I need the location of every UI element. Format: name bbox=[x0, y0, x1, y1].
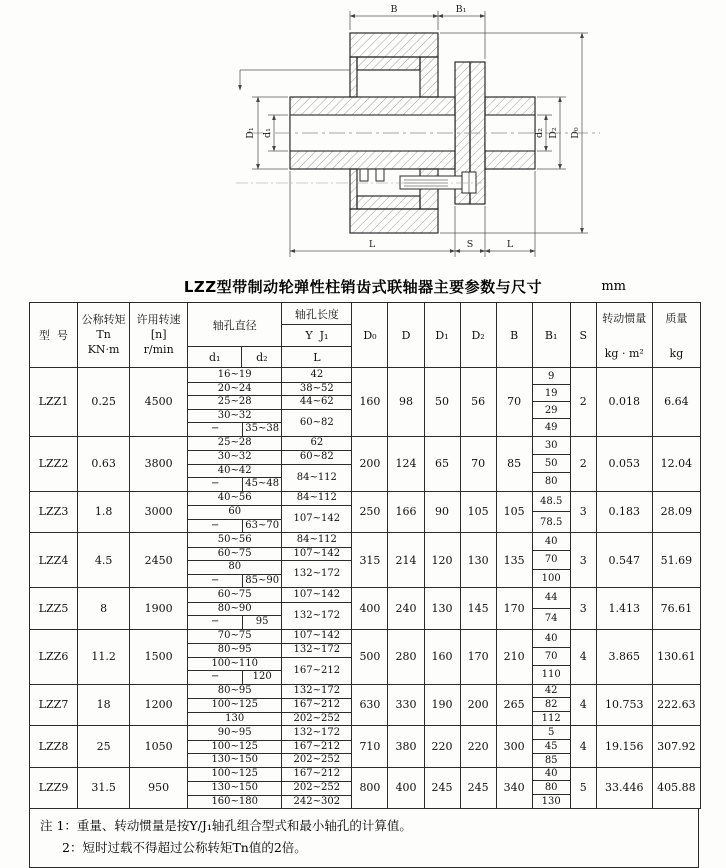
table-row bbox=[30, 533, 701, 588]
b1-stack bbox=[533, 768, 570, 809]
bore-range: 80 bbox=[188, 560, 281, 574]
length-range: 167~212 bbox=[281, 698, 351, 712]
parameters-table bbox=[29, 302, 701, 809]
length-range: 167~212 bbox=[281, 740, 351, 754]
table-row bbox=[30, 684, 701, 726]
cell-speed: 4500 bbox=[130, 368, 188, 437]
cell-D: 98 bbox=[388, 368, 424, 437]
bore-range: 80~95 bbox=[188, 643, 281, 657]
bore-range: 100~125 bbox=[188, 740, 281, 754]
bore-grid bbox=[188, 492, 351, 533]
cell-torque: 18 bbox=[78, 684, 130, 726]
cell-D: 380 bbox=[388, 726, 424, 768]
notes-box bbox=[29, 809, 699, 868]
length-range: 202~252 bbox=[281, 712, 351, 726]
cell-S: 4 bbox=[570, 684, 596, 726]
cell-D: 240 bbox=[388, 588, 424, 630]
b1-value: 40 bbox=[544, 768, 558, 780]
header-torque-unit: KN·m bbox=[87, 342, 120, 356]
cell-S: 5 bbox=[570, 767, 596, 809]
cell-bore-block bbox=[188, 684, 352, 726]
cell-D2: 56 bbox=[460, 368, 496, 437]
bore-range: 100~125 bbox=[188, 698, 281, 712]
cell-D: 330 bbox=[388, 684, 424, 726]
dim-label-D2: D₂ bbox=[548, 127, 559, 139]
cell-torque: 8 bbox=[78, 588, 130, 630]
brake-wheel-top-rim bbox=[350, 33, 438, 57]
bore-range: 100~110 bbox=[188, 657, 281, 671]
cell-D2: 245 bbox=[460, 767, 496, 809]
cell-B1 bbox=[532, 629, 570, 684]
table-row bbox=[30, 767, 701, 809]
header-S: S bbox=[570, 303, 596, 368]
drawing-svg bbox=[0, 0, 726, 272]
cell-torque: 31.5 bbox=[78, 767, 130, 809]
cell-B: 105 bbox=[496, 491, 532, 533]
pin bbox=[360, 169, 368, 181]
header-inertia-cn: 转动惯量 bbox=[602, 312, 647, 325]
cell-D0: 710 bbox=[352, 726, 388, 768]
cell-B: 70 bbox=[496, 368, 532, 437]
header-bore-diameter: 轴孔直径 bbox=[188, 303, 282, 347]
b1-value: 40 bbox=[544, 536, 558, 548]
bore-range: 25~28 bbox=[188, 395, 281, 409]
cell-B1 bbox=[532, 726, 570, 768]
cell-torque: 25 bbox=[78, 726, 130, 768]
cell-inertia: 0.053 bbox=[596, 436, 652, 491]
header-bore-length: 轴孔长度 bbox=[282, 303, 352, 325]
b1-value: 29 bbox=[533, 401, 570, 418]
bore-range: 40~42 bbox=[188, 464, 281, 478]
cell-model: LZZ1 bbox=[30, 368, 78, 437]
dim-label-d1: d₁ bbox=[262, 128, 273, 138]
b1-value: 30 bbox=[544, 439, 558, 451]
cell-torque: 0.25 bbox=[78, 368, 130, 437]
cell-D0: 200 bbox=[352, 436, 388, 491]
title-row bbox=[0, 272, 726, 302]
b1-stack bbox=[533, 726, 570, 767]
cell-D2: 105 bbox=[460, 491, 496, 533]
cell-bore-block bbox=[188, 491, 352, 533]
note-line: 2：短时过载不得超过公称转矩Tn值的2倍。 bbox=[62, 839, 307, 855]
note-line: 注 1：重量、转动惯量是按Y/J₁轴孔组合型式和最小轴孔的计算值。 bbox=[40, 818, 412, 833]
bore-d2-value: 35~38 bbox=[242, 422, 281, 436]
bore-d1-value: − bbox=[188, 519, 242, 533]
cell-D0: 400 bbox=[352, 588, 388, 630]
header-torque-symbol: Tn bbox=[96, 328, 111, 342]
cell-B1 bbox=[532, 684, 570, 726]
cell-mass: 76.61 bbox=[652, 588, 700, 630]
cell-D1: 120 bbox=[424, 533, 460, 588]
b1-value: 112 bbox=[533, 711, 570, 725]
cell-speed: 950 bbox=[130, 767, 188, 809]
b1-value: 74 bbox=[533, 608, 570, 629]
b1-value: 82 bbox=[533, 697, 570, 711]
b1-value: 9 bbox=[547, 370, 555, 382]
header-D: D bbox=[388, 303, 424, 368]
cell-D: 124 bbox=[388, 436, 424, 491]
dim-label-S: S bbox=[466, 239, 474, 250]
bore-range: 30~32 bbox=[188, 409, 281, 423]
cell-B: 135 bbox=[496, 533, 532, 588]
cell-speed: 1200 bbox=[130, 684, 188, 726]
cell-bore-block bbox=[188, 767, 352, 809]
b1-value: 40 bbox=[544, 632, 558, 644]
bore-range: 130 bbox=[188, 712, 281, 726]
cell-model: LZZ4 bbox=[30, 533, 78, 588]
dim-label-d2: d₂ bbox=[534, 128, 545, 138]
cell-D0: 160 bbox=[352, 368, 388, 437]
cell-D2: 145 bbox=[460, 588, 496, 630]
cell-D2: 200 bbox=[460, 684, 496, 726]
cell-S: 4 bbox=[570, 726, 596, 768]
cell-B1 bbox=[532, 767, 570, 809]
length-range: 202~252 bbox=[281, 753, 351, 767]
b1-value: 44 bbox=[544, 592, 558, 604]
cell-bore-block bbox=[188, 436, 352, 491]
header-torque bbox=[78, 303, 130, 368]
header-speed-unit: r/min bbox=[143, 342, 174, 356]
cell-inertia: 0.547 bbox=[596, 533, 652, 588]
bore-range: 50~56 bbox=[217, 533, 252, 545]
length-range: 84~112 bbox=[281, 533, 351, 547]
b1-value: 100 bbox=[533, 569, 570, 587]
b1-value: 19 bbox=[533, 384, 570, 401]
bore-d1-value: − bbox=[188, 422, 242, 436]
cell-B: 210 bbox=[496, 629, 532, 684]
cell-torque: 4.5 bbox=[78, 533, 130, 588]
cell-S: 2 bbox=[570, 368, 596, 437]
cell-mass: 222.63 bbox=[652, 684, 700, 726]
table-row bbox=[30, 368, 701, 437]
bore-grid bbox=[188, 726, 351, 767]
unit-label: mm bbox=[601, 279, 626, 294]
header-d2: d₂ bbox=[242, 347, 282, 368]
cell-inertia: 0.183 bbox=[596, 491, 652, 533]
length-range: 38~52 bbox=[281, 382, 351, 396]
cell-speed: 3800 bbox=[130, 436, 188, 491]
cell-B: 340 bbox=[496, 767, 532, 809]
bore-grid bbox=[188, 437, 351, 491]
cell-model: LZZ5 bbox=[30, 588, 78, 630]
bore-d2-value: 85~90 bbox=[242, 574, 281, 588]
b1-stack bbox=[533, 437, 570, 491]
cell-S: 3 bbox=[570, 588, 596, 630]
bore-range: 90~95 bbox=[217, 726, 252, 738]
table-body bbox=[30, 368, 701, 809]
length-range: 107~142 bbox=[281, 547, 351, 561]
cell-B: 300 bbox=[496, 726, 532, 768]
table-row bbox=[30, 726, 701, 768]
cell-bore-block bbox=[188, 726, 352, 768]
length-range: 44~62 bbox=[281, 395, 351, 409]
bore-d2-value: 63~70 bbox=[242, 519, 281, 533]
bore-range: 130~150 bbox=[188, 781, 281, 795]
bore-grid bbox=[188, 685, 351, 726]
b1-value: 70 bbox=[533, 550, 570, 568]
length-range: 132~172 bbox=[281, 602, 351, 629]
cell-D1: 190 bbox=[424, 684, 460, 726]
cell-D2: 130 bbox=[460, 533, 496, 588]
header-YJ1: Y J₁ bbox=[282, 325, 352, 347]
cell-D0: 500 bbox=[352, 629, 388, 684]
cell-D2: 70 bbox=[460, 436, 496, 491]
header-D2: D₂ bbox=[460, 303, 496, 368]
bore-d1-value: − bbox=[188, 615, 242, 629]
cell-B1 bbox=[532, 491, 570, 533]
dim-label-B: B bbox=[390, 4, 398, 15]
cell-D1: 90 bbox=[424, 491, 460, 533]
b1-stack bbox=[533, 492, 570, 533]
bore-grid bbox=[188, 533, 351, 587]
cell-model: LZZ8 bbox=[30, 726, 78, 768]
b1-stack bbox=[533, 533, 570, 587]
b1-value: 49 bbox=[533, 418, 570, 435]
cell-model: LZZ3 bbox=[30, 491, 78, 533]
cell-D0: 315 bbox=[352, 533, 388, 588]
length-range: 167~212 bbox=[281, 768, 351, 782]
header-L: L bbox=[282, 347, 352, 368]
bore-d1-value: − bbox=[188, 477, 242, 491]
cell-B: 265 bbox=[496, 684, 532, 726]
b1-stack bbox=[533, 588, 570, 629]
header-mass bbox=[652, 303, 700, 368]
b1-stack bbox=[533, 368, 570, 436]
bore-range: 80~95 bbox=[217, 685, 252, 697]
b1-stack bbox=[533, 630, 570, 684]
dim-label-L-right: L bbox=[506, 239, 514, 250]
length-range: 132~172 bbox=[281, 560, 351, 587]
cell-D: 400 bbox=[388, 767, 424, 809]
table-row bbox=[30, 629, 701, 684]
header-B: B bbox=[496, 303, 532, 368]
brake-wheel-bottom-rim bbox=[350, 209, 438, 233]
cell-torque: 1.8 bbox=[78, 491, 130, 533]
cell-D1: 245 bbox=[424, 767, 460, 809]
length-range: 60~82 bbox=[281, 450, 351, 464]
bore-range: 60~75 bbox=[217, 588, 252, 600]
cell-D: 280 bbox=[388, 629, 424, 684]
cell-S: 3 bbox=[570, 533, 596, 588]
bore-range: 80~90 bbox=[188, 602, 281, 616]
cell-bore-block bbox=[188, 368, 352, 437]
cell-model: LZZ6 bbox=[30, 629, 78, 684]
header-torque-cn: 公称转矩 bbox=[81, 313, 126, 327]
b1-value: 110 bbox=[533, 665, 570, 683]
cell-mass: 12.04 bbox=[652, 436, 700, 491]
length-range: 84~112 bbox=[281, 492, 351, 506]
brake-wheel-bottom-web bbox=[357, 196, 420, 209]
bore-grid bbox=[188, 368, 351, 436]
cell-torque: 0.63 bbox=[78, 436, 130, 491]
bore-grid bbox=[188, 588, 351, 629]
cell-D1: 65 bbox=[424, 436, 460, 491]
cell-D0: 800 bbox=[352, 767, 388, 809]
cell-D: 166 bbox=[388, 491, 424, 533]
cell-D2: 170 bbox=[460, 629, 496, 684]
bore-range: 160~180 bbox=[188, 795, 281, 809]
cell-mass: 6.64 bbox=[652, 368, 700, 437]
header-inertia-unit: kg · m² bbox=[604, 347, 644, 360]
cell-D1: 130 bbox=[424, 588, 460, 630]
cell-mass: 307.92 bbox=[652, 726, 700, 768]
cell-S: 4 bbox=[570, 629, 596, 684]
cell-inertia: 10.753 bbox=[596, 684, 652, 726]
header-speed-cn: 许用转速 bbox=[136, 313, 181, 327]
header-B1: B₁ bbox=[532, 303, 570, 368]
bore-d1-value: − bbox=[188, 574, 242, 588]
cell-mass: 28.09 bbox=[652, 491, 700, 533]
cell-S: 2 bbox=[570, 436, 596, 491]
b1-value: 50 bbox=[533, 454, 570, 472]
header-inertia bbox=[596, 303, 652, 368]
header-model: 型 号 bbox=[30, 303, 78, 368]
cell-mass: 130.61 bbox=[652, 629, 700, 684]
brake-wheel-top-web bbox=[357, 57, 420, 70]
length-range: 42 bbox=[281, 368, 351, 382]
cell-bore-block bbox=[188, 533, 352, 588]
cell-D1: 50 bbox=[424, 368, 460, 437]
bore-range: 20~24 bbox=[188, 382, 281, 396]
cell-inertia: 33.446 bbox=[596, 767, 652, 809]
cell-inertia: 19.156 bbox=[596, 726, 652, 768]
bore-range: 100~125 bbox=[211, 768, 258, 780]
cell-model: LZZ9 bbox=[30, 767, 78, 809]
cell-D1: 160 bbox=[424, 629, 460, 684]
length-range: 60~82 bbox=[281, 409, 351, 436]
bore-range: 25~28 bbox=[217, 437, 252, 449]
cell-B: 85 bbox=[496, 436, 532, 491]
length-range: 62 bbox=[281, 437, 351, 451]
b1-value: 70 bbox=[533, 647, 570, 665]
cell-D1: 220 bbox=[424, 726, 460, 768]
bore-d2-value: 95 bbox=[242, 615, 281, 629]
cell-B1 bbox=[532, 368, 570, 437]
pin bbox=[376, 169, 384, 181]
length-range: 132~172 bbox=[281, 643, 351, 657]
b1-value: 48.5 bbox=[540, 495, 563, 507]
coupling-section-drawing bbox=[0, 0, 726, 272]
b1-value: 5 bbox=[547, 726, 555, 738]
cell-S: 3 bbox=[570, 491, 596, 533]
bore-d2-value: 45~48 bbox=[242, 477, 281, 491]
cell-B1 bbox=[532, 533, 570, 588]
cell-torque: 11.2 bbox=[78, 629, 130, 684]
cell-speed: 1050 bbox=[130, 726, 188, 768]
cell-B: 170 bbox=[496, 588, 532, 630]
dim-label-L-left: L bbox=[368, 239, 376, 250]
length-range: 167~212 bbox=[281, 657, 351, 684]
bore-d2-value: 120 bbox=[242, 670, 281, 684]
header-D1: D₁ bbox=[424, 303, 460, 368]
bore-range: 30~32 bbox=[188, 450, 281, 464]
cell-inertia: 1.413 bbox=[596, 588, 652, 630]
cell-D0: 250 bbox=[352, 491, 388, 533]
cell-mass: 405.88 bbox=[652, 767, 700, 809]
b1-value: 78.5 bbox=[533, 511, 570, 532]
header-speed-symbol: [n] bbox=[150, 328, 167, 342]
bore-range: 40~56 bbox=[217, 492, 252, 504]
cell-model: LZZ7 bbox=[30, 684, 78, 726]
bore-grid bbox=[188, 630, 351, 684]
b1-stack bbox=[533, 685, 570, 726]
cell-D2: 220 bbox=[460, 726, 496, 768]
length-range: 132~172 bbox=[281, 726, 351, 740]
b1-value: 80 bbox=[533, 780, 570, 794]
length-range: 107~142 bbox=[281, 630, 351, 644]
cell-inertia: 0.018 bbox=[596, 368, 652, 437]
bore-grid bbox=[188, 768, 351, 809]
length-range: 132~172 bbox=[281, 685, 351, 699]
bore-range: 70~75 bbox=[217, 630, 252, 642]
header-d1: d₁ bbox=[188, 347, 242, 368]
length-range: 84~112 bbox=[281, 464, 351, 491]
b1-value: 45 bbox=[533, 739, 570, 753]
b1-value: 42 bbox=[544, 685, 558, 697]
cell-B1 bbox=[532, 588, 570, 630]
page-title: LZZ型带制动轮弹性柱销齿式联轴器主要参数与尺寸 bbox=[183, 278, 543, 296]
b1-value: 80 bbox=[533, 472, 570, 490]
header-speed bbox=[130, 303, 188, 368]
dim-label-B1: B₁ bbox=[455, 4, 467, 15]
bore-range: 60 bbox=[188, 505, 281, 519]
b1-value: 130 bbox=[533, 794, 570, 808]
cell-inertia: 3.865 bbox=[596, 629, 652, 684]
table-row bbox=[30, 436, 701, 491]
cell-D0: 630 bbox=[352, 684, 388, 726]
length-range: 242~302 bbox=[281, 795, 351, 809]
table-row bbox=[30, 491, 701, 533]
bolt-shaft bbox=[400, 176, 462, 189]
length-range: 202~252 bbox=[281, 781, 351, 795]
b1-value: 85 bbox=[533, 753, 570, 767]
bore-d1-value: − bbox=[188, 670, 242, 684]
bore-range: 60~75 bbox=[188, 547, 281, 561]
cell-speed: 1900 bbox=[130, 588, 188, 630]
cell-speed: 3000 bbox=[130, 491, 188, 533]
header-mass-unit: kg bbox=[669, 347, 684, 360]
bore-range: 130~150 bbox=[188, 753, 281, 767]
table-row bbox=[30, 588, 701, 630]
length-range: 107~142 bbox=[281, 588, 351, 602]
header-mass-cn: 质量 bbox=[665, 312, 688, 325]
bore-range: 16~19 bbox=[217, 368, 252, 380]
dim-label-D0: D₀ bbox=[570, 127, 581, 139]
cell-bore-block bbox=[188, 588, 352, 630]
cell-D: 214 bbox=[388, 533, 424, 588]
cell-model: LZZ2 bbox=[30, 436, 78, 491]
cell-mass: 51.69 bbox=[652, 533, 700, 588]
cell-speed: 1500 bbox=[130, 629, 188, 684]
header-D0: D₀ bbox=[352, 303, 388, 368]
cell-bore-block bbox=[188, 629, 352, 684]
dim-label-D1: D₁ bbox=[245, 127, 256, 139]
length-range: 107~142 bbox=[281, 505, 351, 532]
cell-speed: 2450 bbox=[130, 533, 188, 588]
cell-B1 bbox=[532, 436, 570, 491]
